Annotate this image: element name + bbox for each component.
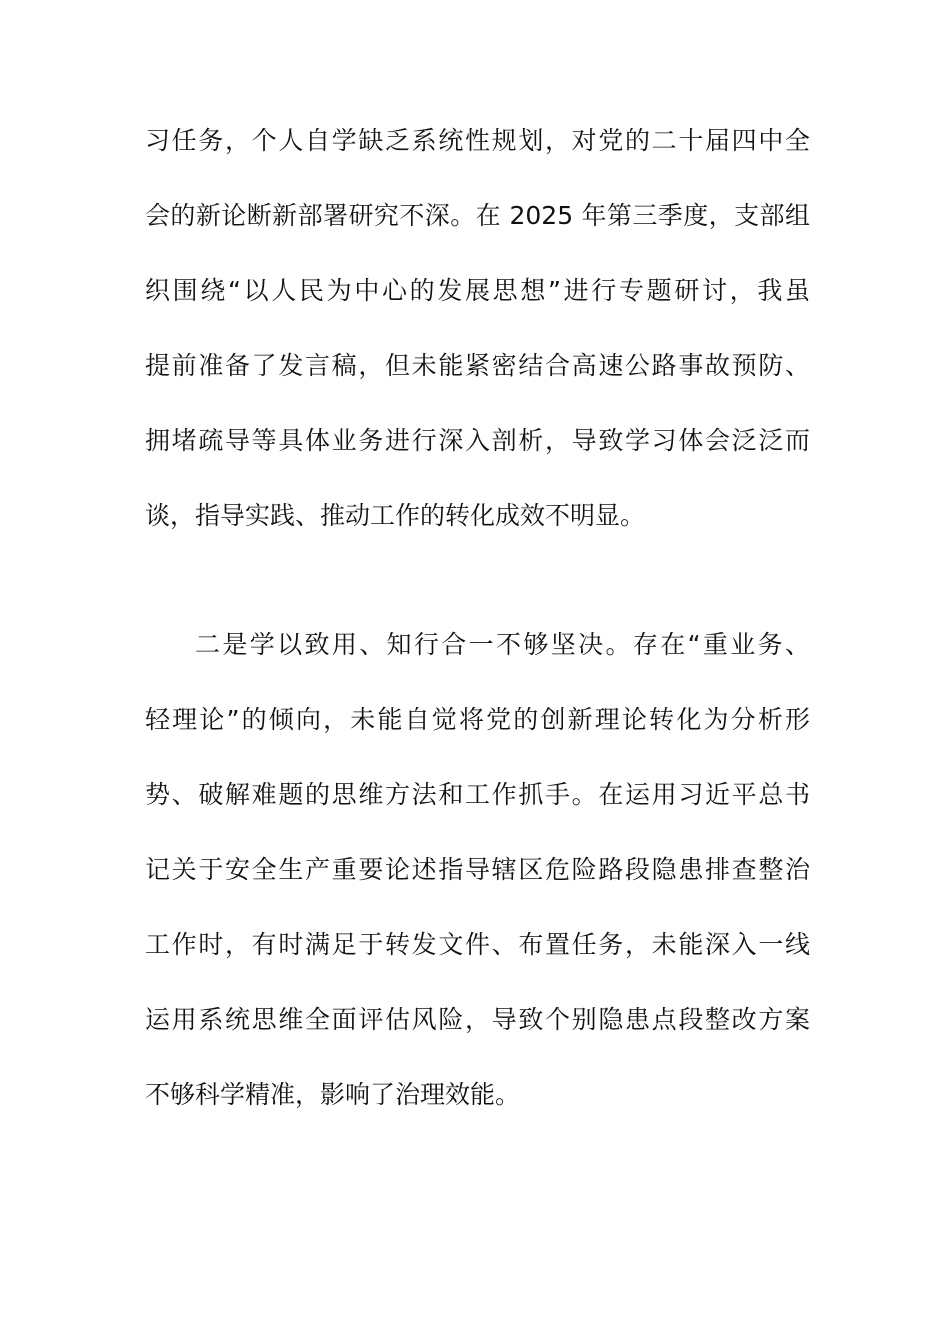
paragraph-line: 织围绕“以人民为中心的发展思想”进行专题研讨，我虽 <box>145 276 810 305</box>
paragraph-line: 提前准备了发言稿，但未能紧密结合高速公路事故预防、 <box>145 351 810 380</box>
paragraph-line: 工作时，有时满足于转发文件、布置任务，未能深入一线 <box>145 930 810 959</box>
paragraph-line: 轻理论”的倾向，未能自觉将党的创新理论转化为分析形 <box>145 705 810 734</box>
paragraph-line: 势、破解难题的思维方法和工作抓手。在运用习近平总书 <box>145 780 810 809</box>
paragraph-line: 拥堵疏导等具体业务进行深入剖析，导致学习体会泛泛而 <box>145 426 810 455</box>
paragraph-line: 不够科学精准，影响了治理效能。 <box>145 1080 521 1109</box>
paragraph-line: 会的新论断新部署研究不深。在 2025 年第三季度，支部组 <box>145 201 810 230</box>
paragraph-line: 谈，指导实践、推动工作的转化成效不明显。 <box>145 501 646 530</box>
paragraph-line: 运用系统思维全面评估风险，导致个别隐患点段整改方案 <box>145 1005 810 1034</box>
paragraph-line: 记关于安全生产重要论述指导辖区危险路段隐患排查整治 <box>145 855 810 884</box>
paragraph-line: 二是学以致用、知行合一不够坚决。存在“重业务、 <box>195 630 810 659</box>
paragraph-line: 习任务，个人自学缺乏系统性规划，对党的二十届四中全 <box>145 126 810 155</box>
